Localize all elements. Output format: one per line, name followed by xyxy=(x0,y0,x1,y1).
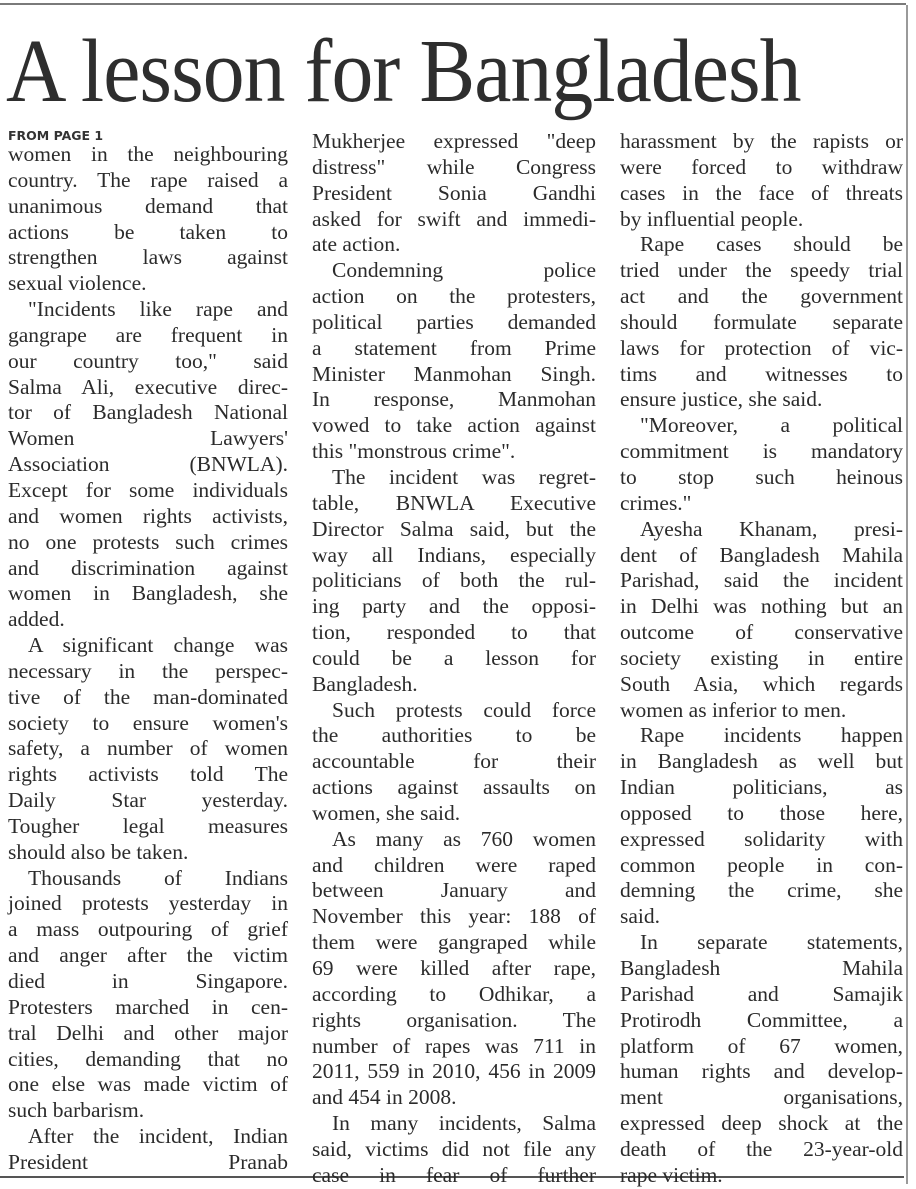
text-line: act and the government xyxy=(620,284,903,309)
paragraph xyxy=(8,142,288,297)
text-line: laws for protection of vic- xyxy=(620,335,903,360)
text-line: to stop such heinous xyxy=(620,464,903,489)
text-line: ate action. xyxy=(312,232,401,257)
paragraph xyxy=(620,413,903,516)
text-line: no one protests such crimes xyxy=(8,529,288,554)
text-line: Minister Manmohan Singh. xyxy=(312,361,596,386)
text-line: and 454 in 2008. xyxy=(312,1085,457,1110)
paragraph xyxy=(620,930,903,1188)
text-line: ment organisations, xyxy=(620,1085,903,1110)
text-line: strengthen laws against xyxy=(8,245,288,270)
text-line: harassment by the rapists or xyxy=(620,129,903,153)
text-line: Rape cases should be xyxy=(640,232,903,257)
text-line: dent of Bangladesh Mahila xyxy=(620,542,903,567)
text-line: the authorities to be xyxy=(312,723,596,748)
text-line: The incident was regret- xyxy=(332,464,596,489)
text-line: Women Lawyers' xyxy=(8,426,288,451)
text-line: in Bangladesh as well but xyxy=(620,749,903,774)
text-line: A significant change was xyxy=(28,633,288,658)
text-line: opposed to those here, xyxy=(620,800,903,825)
text-line: "Moreover, a political xyxy=(640,413,903,438)
text-line: asked for swift and immedi- xyxy=(312,206,596,231)
paragraph xyxy=(620,517,903,724)
text-line: Thousands of Indians xyxy=(28,865,288,890)
text-line: President Pranab xyxy=(8,1149,288,1174)
text-line: outcome of conservative xyxy=(620,620,903,645)
text-line: death of the 23-year-old xyxy=(620,1136,903,1161)
text-line: tive of the man-dominated xyxy=(8,684,288,709)
text-line: cities, demanding that no xyxy=(8,1046,288,1071)
paragraph xyxy=(8,1124,288,1176)
text-line: accountable for their xyxy=(312,749,596,774)
paragraph xyxy=(8,633,288,866)
text-line: Bangladesh Mahila xyxy=(620,956,903,980)
text-line: died in Singapore. xyxy=(8,969,288,993)
text-line: common people in con- xyxy=(620,852,903,877)
text-line: Rape incidents happen xyxy=(640,723,903,748)
paragraph xyxy=(620,129,903,232)
text-line: said. xyxy=(620,904,661,929)
text-line: them were gangraped while xyxy=(312,930,596,955)
text-line: expressed solidarity with xyxy=(620,826,903,851)
text-line: November this year: 188 of xyxy=(312,904,596,929)
paragraph xyxy=(312,129,596,258)
text-line: and discrimination against xyxy=(8,555,288,580)
text-line: platform of 67 women, xyxy=(620,1033,903,1058)
paragraph xyxy=(620,232,903,413)
text-line: action on the protesters, xyxy=(312,284,596,309)
text-line: such barbarism. xyxy=(8,1098,145,1123)
text-line: rights organisation. The xyxy=(312,1007,596,1032)
text-line: by influential people. xyxy=(620,206,804,231)
paragraph xyxy=(8,866,288,1124)
text-line: After the incident, Indian xyxy=(28,1124,288,1149)
text-line: women as inferior to men. xyxy=(620,697,847,722)
headline: A lesson for Bangladesh xyxy=(6,22,801,121)
paragraph xyxy=(8,297,288,633)
text-line: unanimous demand that xyxy=(8,193,288,218)
article-column-1 xyxy=(8,129,288,1176)
text-line: human rights and develop- xyxy=(620,1059,903,1084)
text-line: in Delhi was nothing but an xyxy=(620,594,903,619)
text-line: country. The rape raised a xyxy=(8,167,288,192)
text-line: should also be taken. xyxy=(8,839,189,864)
text-line: tion, responded to that xyxy=(312,620,596,645)
text-line: Salma Ali, executive direc- xyxy=(8,374,288,399)
text-line: between January and xyxy=(312,878,596,903)
text-line: vowed to take action against xyxy=(312,413,596,438)
text-line: Daily Star yesterday. xyxy=(8,788,288,813)
text-line: crimes." xyxy=(620,490,692,515)
text-line: Mukherjee expressed "deep xyxy=(312,129,596,153)
text-line: cases in the face of threats xyxy=(620,180,903,205)
text-line: Tougher legal measures xyxy=(8,813,288,838)
text-line: safety, a number of women xyxy=(8,736,288,761)
right-border xyxy=(906,5,908,1184)
text-line: tor of Bangladesh National xyxy=(8,400,288,425)
text-line: Except for some individuals xyxy=(8,477,288,502)
text-line: number of rapes was 711 in xyxy=(312,1033,596,1058)
text-line: Protirodh Committee, a xyxy=(620,1007,903,1032)
text-line: South Asia, which regards xyxy=(620,671,903,696)
text-line: "Incidents like rape and xyxy=(28,297,288,322)
text-line: actions against assaults on xyxy=(312,775,596,800)
text-line: should formulate separate xyxy=(620,309,903,334)
text-line: ensure justice, she said. xyxy=(620,387,823,412)
text-line: joined protests yesterday in xyxy=(8,891,288,916)
text-line: President Sonia Gandhi xyxy=(312,180,596,205)
text-line: distress" while Congress xyxy=(312,154,596,179)
text-line: society existing in entire xyxy=(620,645,903,670)
text-line: case in fear of further xyxy=(312,1162,596,1187)
paragraph xyxy=(312,258,596,465)
article-column-3 xyxy=(620,129,903,1189)
text-line: tried under the speedy trial xyxy=(620,258,903,283)
text-line: a mass outpouring of grief xyxy=(8,917,288,942)
text-line: Such protests could force xyxy=(332,697,596,722)
text-line: way all Indians, especially xyxy=(312,542,596,567)
text-line: added. xyxy=(8,607,65,632)
text-line: politicians of both the rul- xyxy=(312,568,596,593)
text-line: were forced to withdraw xyxy=(620,154,903,179)
text-line: and children were raped xyxy=(312,852,596,877)
text-line: and women rights activists, xyxy=(8,503,288,528)
text-line: Association (BNWLA). xyxy=(8,452,288,477)
text-line: Bangladesh. xyxy=(312,671,418,696)
text-line: one else was made victim of xyxy=(8,1072,288,1097)
text-line: In separate statements, xyxy=(640,930,903,955)
text-line: society to ensure women's xyxy=(8,710,288,735)
text-line: rape victim. xyxy=(620,1162,723,1187)
text-line: women in Bangladesh, she xyxy=(8,581,288,606)
paragraph xyxy=(312,698,596,827)
text-line: 2011, 559 in 2010, 456 in 2009 xyxy=(312,1059,596,1084)
text-line: this "monstrous crime". xyxy=(312,439,516,464)
text-line: table, BNWLA Executive xyxy=(312,490,596,515)
text-line: 69 were killed after rape, xyxy=(312,956,596,980)
text-line: ing party and the opposi- xyxy=(312,594,596,619)
text-line: Protesters marched in cen- xyxy=(8,994,288,1019)
text-line: In many incidents, Salma xyxy=(332,1111,596,1136)
text-line: As many as 760 women xyxy=(332,826,596,851)
paragraph xyxy=(312,1111,596,1189)
text-line: Director Salma said, but the xyxy=(312,516,596,541)
text-line: women in the neighbouring xyxy=(8,142,288,166)
text-line: Indian politicians, as xyxy=(620,775,903,800)
text-line: actions be taken to xyxy=(8,219,288,244)
text-line: demning the crime, she xyxy=(620,878,903,903)
text-line: and anger after the victim xyxy=(8,943,288,968)
text-line: political parties demanded xyxy=(312,309,596,334)
text-line: our country too," said xyxy=(8,348,288,373)
text-line: according to Odhikar, a xyxy=(312,981,596,1006)
text-line: a statement from Prime xyxy=(312,335,596,360)
text-line: Ayesha Khanam, presi- xyxy=(640,516,903,541)
paragraph xyxy=(620,723,903,930)
continuation-kicker: FROM PAGE 1 xyxy=(8,128,104,143)
text-line: sexual violence. xyxy=(8,271,147,296)
text-line: tral Delhi and other major xyxy=(8,1020,288,1045)
text-line: gangrape are frequent in xyxy=(8,322,288,347)
text-line: Parishad, said the incident xyxy=(620,568,903,593)
top-rule xyxy=(0,3,906,5)
text-line: commitment is mandatory xyxy=(620,439,903,464)
paragraph xyxy=(312,465,596,698)
text-line: rights activists told The xyxy=(8,762,288,787)
text-line: tims and witnesses to xyxy=(620,361,903,386)
text-line: Condemning police xyxy=(332,258,596,283)
text-line: In response, Manmohan xyxy=(312,387,596,412)
article-column-2 xyxy=(312,129,596,1189)
text-line: said, victims did not file any xyxy=(312,1136,596,1161)
text-line: Parishad and Samajik xyxy=(620,981,903,1006)
text-line: expressed deep shock at the xyxy=(620,1111,903,1136)
text-line: women, she said. xyxy=(312,800,461,825)
text-line: could be a lesson for xyxy=(312,645,596,670)
text-line: necessary in the perspec- xyxy=(8,658,288,683)
paragraph xyxy=(312,827,596,1111)
